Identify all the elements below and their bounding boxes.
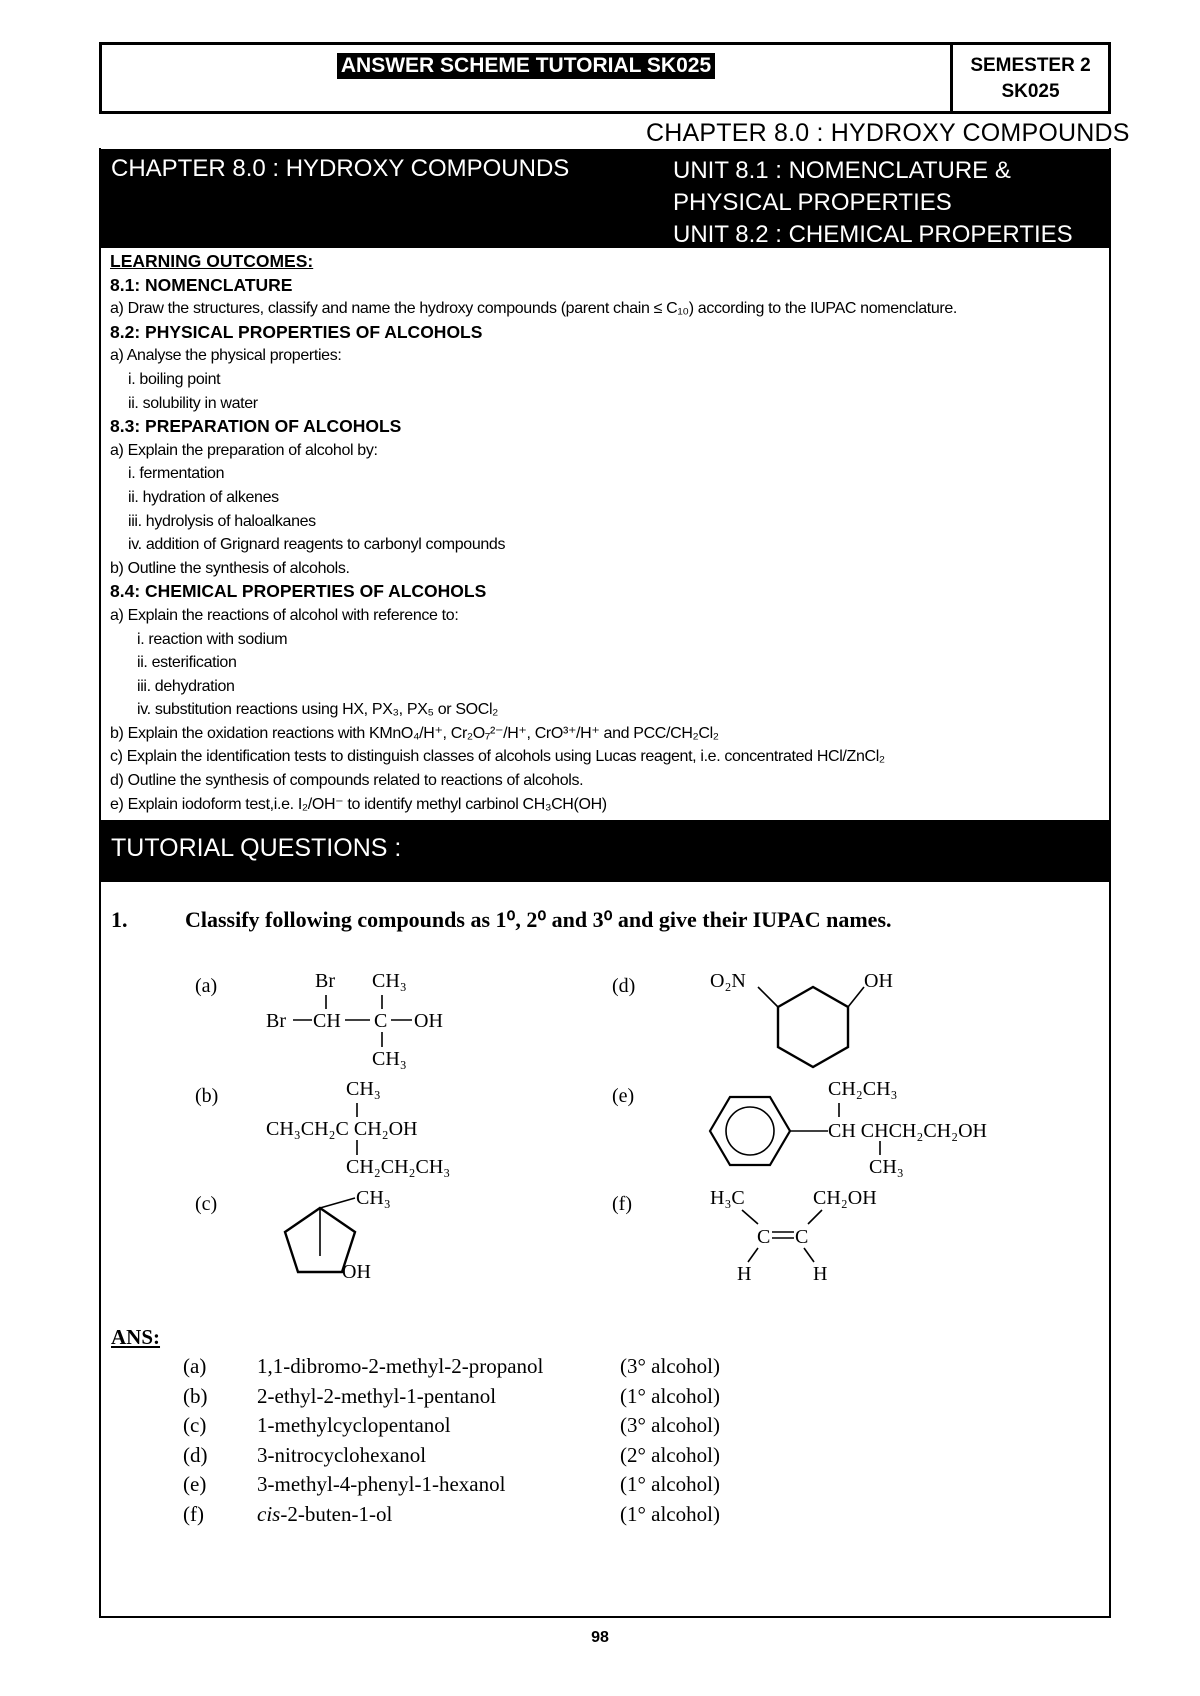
- methyl-label: CH₃: [356, 1187, 391, 1209]
- question-number: 1.: [111, 907, 128, 932]
- answer-class: (3° alcohol): [620, 1413, 720, 1437]
- aromatic-circle: [726, 1107, 774, 1155]
- outcome-subitem: i. boiling point: [128, 370, 221, 388]
- answer-label: (e): [183, 1472, 207, 1496]
- hydroxyl-label: OH: [414, 1010, 443, 1032]
- section-title: 8.4: CHEMICAL PROPERTIES OF ALCOHOLS: [110, 581, 487, 602]
- tutorial-band: [99, 820, 1111, 882]
- structure-label-c: (c): [195, 1193, 218, 1215]
- structure-f: [700, 1180, 920, 1290]
- answer-name: 3-methyl-4-phenyl-1-hexanol: [257, 1472, 506, 1496]
- outcome-item: a) Explain the reactions of alcohol with reference to:: [110, 606, 459, 624]
- methyl-label: CH₃: [372, 970, 407, 992]
- methyl-label: H₃C: [710, 1187, 745, 1209]
- bond: [742, 1210, 758, 1224]
- page-header: [99, 42, 1111, 114]
- structure-e: [700, 1073, 1030, 1183]
- methyl-label: CH₃: [372, 1048, 407, 1070]
- unit-line: UNIT 8.1 : NOMENCLATURE &: [673, 157, 1011, 184]
- outcome-subitem: iv. substitution reactions using HX, PX₃, PX₅ or SOCl₂: [137, 701, 499, 719]
- hydroxyl-label: OH: [864, 970, 893, 992]
- outcome-item: a) Analyse the physical properties:: [110, 347, 342, 365]
- carbon-label: C: [757, 1226, 771, 1248]
- outcome-subitem: iii. hydrolysis of haloalkanes: [128, 512, 316, 530]
- learning-outcomes: [110, 250, 1100, 816]
- main-chain-label: CH CHCH₂CH₂OH: [828, 1120, 987, 1142]
- structure-c: [260, 1180, 460, 1290]
- structure-label-a: (a): [195, 975, 218, 997]
- section-title: 8.2: PHYSICAL PROPERTIES OF ALCOHOLS: [110, 321, 483, 342]
- structure-a: [260, 965, 460, 1075]
- unit-line: PHYSICAL PROPERTIES: [673, 189, 952, 216]
- outcome-subitem: i. reaction with sodium: [137, 630, 288, 648]
- methyl-label: CH₃: [869, 1156, 904, 1178]
- question-text: Classify following compounds as 1⁰, 2⁰ and 3⁰ and give their IUPAC names.: [185, 907, 892, 932]
- hydroxyl-label: OH: [342, 1261, 371, 1283]
- chapter-band: [99, 149, 1111, 248]
- cyclohexane-ring: [778, 987, 848, 1067]
- outcome-item: c) Explain the identification tests to distinguish classes of alcohols using Lucas reagent, i.e. concentrated HCl/ZnCl₂: [110, 748, 885, 766]
- hydrogen-label: H: [737, 1263, 752, 1285]
- ch-label: CH: [313, 1010, 341, 1032]
- semester-cell: [950, 45, 1108, 111]
- structure-d: [700, 965, 920, 1075]
- page-number: 98: [591, 1629, 609, 1646]
- bond: [848, 987, 864, 1007]
- carbon-label: C: [795, 1226, 809, 1248]
- bromine-label: Br: [315, 970, 335, 992]
- outcome-item: a) Draw the structures, classify and name the hydroxy compounds (parent chain ≤ C₁₀) according to the IUPAC nomenclature.: [110, 300, 958, 318]
- document-title: ANSWER SCHEME TUTORIAL SK025: [337, 53, 715, 79]
- answer-name: 1,1-dibromo-2-methyl-2-propanol: [257, 1354, 544, 1378]
- answer-class: (1° alcohol): [620, 1501, 720, 1526]
- chapter-title: CHAPTER 8.0 : HYDROXY COMPOUNDS: [111, 155, 570, 182]
- answer-label: (f): [183, 1501, 204, 1526]
- section-title: 8.3: PREPARATION OF ALCOHOLS: [110, 416, 402, 437]
- answer-class: (2° alcohol): [620, 1442, 720, 1467]
- answers-title: ANS:: [111, 1325, 161, 1349]
- methyl-label: CH₃: [346, 1078, 381, 1100]
- answer-label: (a): [183, 1354, 207, 1378]
- outcome-subitem: ii. esterification: [137, 654, 237, 672]
- section-title: 8.1: NOMENCLATURE: [110, 274, 293, 295]
- ethyl-label: CH₂CH₃: [828, 1078, 898, 1100]
- answer-name: 2-ethyl-2-methyl-1-pentanol: [257, 1383, 497, 1408]
- outcome-subitem: iii. dehydration: [137, 677, 235, 695]
- bond: [758, 987, 778, 1007]
- answer-label: (b): [183, 1383, 208, 1408]
- course-code: SK025: [1001, 81, 1060, 102]
- structure-label-f: (f): [612, 1193, 632, 1215]
- structure-label-b: (b): [195, 1085, 219, 1107]
- carbon-label: C: [374, 1010, 388, 1032]
- outcome-item: a) Explain the preparation of alcohol by:: [110, 441, 378, 459]
- structure-label-e: (e): [612, 1085, 635, 1107]
- outcome-item: d) Outline the synthesis of compounds related to reactions of alcohols.: [110, 772, 584, 790]
- structure-b: [260, 1073, 500, 1183]
- answer-name: 1-methylcyclopentanol: [257, 1413, 451, 1437]
- answer-class: (1° alcohol): [620, 1383, 720, 1408]
- bond: [808, 1210, 822, 1224]
- hydrogen-label: H: [813, 1263, 828, 1285]
- answer-name-rest: -2-buten-1-ol: [280, 1501, 393, 1526]
- semester-label: SEMESTER 2: [970, 55, 1091, 76]
- answer-label: (c): [183, 1413, 207, 1437]
- outcome-subitem: i. fermentation: [128, 465, 225, 483]
- unit-titles: [673, 155, 1073, 251]
- answer-name: 3-nitrocyclohexanol: [257, 1442, 427, 1467]
- bond: [748, 1248, 758, 1262]
- outcome-subitem: ii. solubility in water: [128, 394, 258, 412]
- bromine-label: Br: [266, 1010, 286, 1032]
- answer-class: (1° alcohol): [620, 1472, 720, 1496]
- bond: [804, 1248, 814, 1262]
- outcome-subitem: iv. addition of Grignard reagents to carbonyl compounds: [128, 536, 506, 554]
- bond: [320, 1198, 355, 1208]
- answer-label: (d): [183, 1442, 208, 1467]
- unit-line: UNIT 8.2 : CHEMICAL PROPERTIES: [673, 221, 1073, 248]
- outcome-item: b) Outline the synthesis of alcohols.: [110, 559, 350, 577]
- outcome-item: b) Explain the oxidation reactions with KMnO₄/H⁺, Cr₂O₇²⁻/H⁺, CrO³⁺/H⁺ and PCC/CH₂Cl₂: [110, 724, 719, 742]
- outcome-item: e) Explain iodoform test,i.e. I₂/OH⁻ to identify methyl carbinol CH₃CH(OH): [110, 795, 607, 813]
- outcomes-heading: LEARNING OUTCOMES:: [110, 251, 314, 271]
- cis-prefix: cis: [257, 1501, 281, 1526]
- answer-class: (3° alcohol): [620, 1354, 720, 1378]
- chapter-running-title: CHAPTER 8.0 : HYDROXY COMPOUNDS: [646, 119, 1130, 147]
- header-title-cell: [102, 45, 950, 111]
- outcome-subitem: ii. hydration of alkenes: [128, 488, 279, 506]
- main-chain-label: CH₃CH₂C CH₂OH: [266, 1118, 418, 1140]
- hydroxymethyl-label: CH₂OH: [813, 1187, 877, 1209]
- answer-name: [257, 1502, 392, 1527]
- tutorial-heading: TUTORIAL QUESTIONS :: [111, 834, 402, 862]
- propyl-label: CH₂CH₂CH₃: [346, 1156, 451, 1178]
- nitro-label: O₂N: [710, 970, 746, 992]
- structure-label-d: (d): [612, 975, 636, 997]
